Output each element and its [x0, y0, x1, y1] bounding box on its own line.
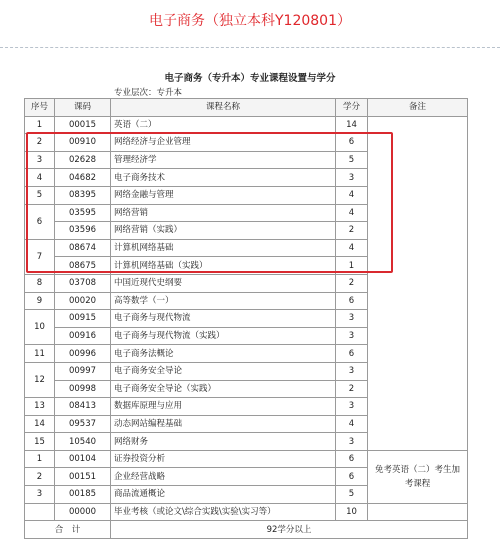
row-code: 00916 — [55, 327, 111, 345]
row-name: 高等数学（一） — [111, 292, 336, 310]
col-header-no: 序号 — [25, 99, 55, 117]
row-name: 网络营销 — [111, 204, 336, 222]
row-credit: 3 — [336, 398, 368, 416]
row-code: 08675 — [55, 257, 111, 275]
row-name: 电子商务安全导论（实践） — [111, 380, 336, 398]
row-credit: 2 — [336, 222, 368, 240]
table-row — [25, 503, 468, 521]
row-code: 08674 — [55, 239, 111, 257]
row-no: 5 — [25, 186, 55, 204]
total-label: 合 计 — [25, 521, 111, 539]
total-value: 92学分以上 — [111, 521, 468, 539]
row-no: 9 — [25, 292, 55, 310]
row-credit: 3 — [336, 433, 368, 451]
row-no: 11 — [25, 345, 55, 363]
row-no: 12 — [25, 362, 55, 397]
note-cell-empty — [368, 503, 468, 521]
row-code: 09537 — [55, 415, 111, 433]
row-code: 00000 — [55, 503, 111, 521]
row-credit: 3 — [336, 327, 368, 345]
course-table — [24, 98, 468, 539]
row-name: 网络经济与企业管理 — [111, 134, 336, 152]
row-code: 00151 — [55, 468, 111, 486]
total-row — [25, 521, 468, 539]
row-code: 00015 — [55, 116, 111, 134]
dashed-divider — [0, 47, 500, 48]
row-code: 03708 — [55, 274, 111, 292]
row-credit: 5 — [336, 151, 368, 169]
row-name: 毕业考核（或论文\综合实践\实验\实习等） — [111, 503, 336, 521]
row-credit: 3 — [336, 310, 368, 328]
row-no — [25, 503, 55, 521]
row-code: 00996 — [55, 345, 111, 363]
row-no: 13 — [25, 398, 55, 416]
row-no: 1 — [25, 116, 55, 134]
row-no: 7 — [25, 239, 55, 274]
row-credit: 4 — [336, 204, 368, 222]
row-credit: 2 — [336, 274, 368, 292]
table-row — [25, 450, 468, 468]
col-header-code: 课码 — [55, 99, 111, 117]
row-no: 4 — [25, 169, 55, 187]
row-credit: 6 — [336, 292, 368, 310]
row-code: 10540 — [55, 433, 111, 451]
row-code: 00998 — [55, 380, 111, 398]
row-no: 10 — [25, 310, 55, 345]
row-name: 电子商务法概论 — [111, 345, 336, 363]
row-credit: 3 — [336, 362, 368, 380]
row-name: 网络金融与管理 — [111, 186, 336, 204]
row-no: 1 — [25, 450, 55, 468]
row-credit: 5 — [336, 486, 368, 504]
row-credit: 4 — [336, 186, 368, 204]
row-name: 商品流通概论 — [111, 486, 336, 504]
row-name: 网络财务 — [111, 433, 336, 451]
row-no: 2 — [25, 468, 55, 486]
row-code: 02628 — [55, 151, 111, 169]
row-no: 6 — [25, 204, 55, 239]
row-code: 00020 — [55, 292, 111, 310]
row-name: 中国近现代史纲要 — [111, 274, 336, 292]
page-title: 电子商务（独立本科Y120801） — [149, 13, 351, 29]
row-credit: 1 — [336, 257, 368, 275]
row-credit: 4 — [336, 415, 368, 433]
table-row — [25, 116, 468, 134]
row-code: 00104 — [55, 450, 111, 468]
row-credit: 6 — [336, 134, 368, 152]
row-no: 3 — [25, 486, 55, 504]
row-code: 03596 — [55, 222, 111, 240]
row-name: 电子商务与现代物流 — [111, 310, 336, 328]
row-name: 计算机网络基础 — [111, 239, 336, 257]
row-name: 动态网站编程基础 — [111, 415, 336, 433]
row-no: 8 — [25, 274, 55, 292]
note-cell-empty — [368, 116, 468, 450]
row-credit: 2 — [336, 380, 368, 398]
row-name: 管理经济学 — [111, 151, 336, 169]
row-credit: 6 — [336, 345, 368, 363]
col-header-name: 课程名称 — [111, 99, 336, 117]
row-code: 04682 — [55, 169, 111, 187]
row-name: 电子商务安全导论 — [111, 362, 336, 380]
row-no: 15 — [25, 433, 55, 451]
row-name: 企业经营战略 — [111, 468, 336, 486]
row-name: 网络营销（实践） — [111, 222, 336, 240]
row-code: 00910 — [55, 134, 111, 152]
row-credit: 6 — [336, 450, 368, 468]
row-no: 14 — [25, 415, 55, 433]
row-code: 00185 — [55, 486, 111, 504]
row-name: 英语（二） — [111, 116, 336, 134]
row-name: 证券投资分析 — [111, 450, 336, 468]
row-code: 00915 — [55, 310, 111, 328]
row-name: 电子商务与现代物流（实践） — [111, 327, 336, 345]
row-credit: 6 — [336, 468, 368, 486]
row-name: 计算机网络基础（实践） — [111, 257, 336, 275]
row-no: 3 — [25, 151, 55, 169]
row-credit: 14 — [336, 116, 368, 134]
row-code: 08395 — [55, 186, 111, 204]
row-credit: 10 — [336, 503, 368, 521]
col-header-credit: 学分 — [336, 99, 368, 117]
table-header-row — [25, 99, 468, 117]
row-credit: 4 — [336, 239, 368, 257]
row-no: 2 — [25, 134, 55, 152]
note-cell: 免考英语（二）考生加考课程 — [368, 450, 468, 503]
row-code: 08413 — [55, 398, 111, 416]
row-name: 数据库原理与应用 — [111, 398, 336, 416]
row-code: 03595 — [55, 204, 111, 222]
col-header-note: 备注 — [368, 99, 468, 117]
row-name: 电子商务技术 — [111, 169, 336, 187]
row-credit: 3 — [336, 169, 368, 187]
level-label: 专业层次：专升本 — [114, 88, 183, 98]
table-heading: 电子商务（专升本）专业课程设置与学分 — [164, 73, 336, 84]
row-code: 00997 — [55, 362, 111, 380]
